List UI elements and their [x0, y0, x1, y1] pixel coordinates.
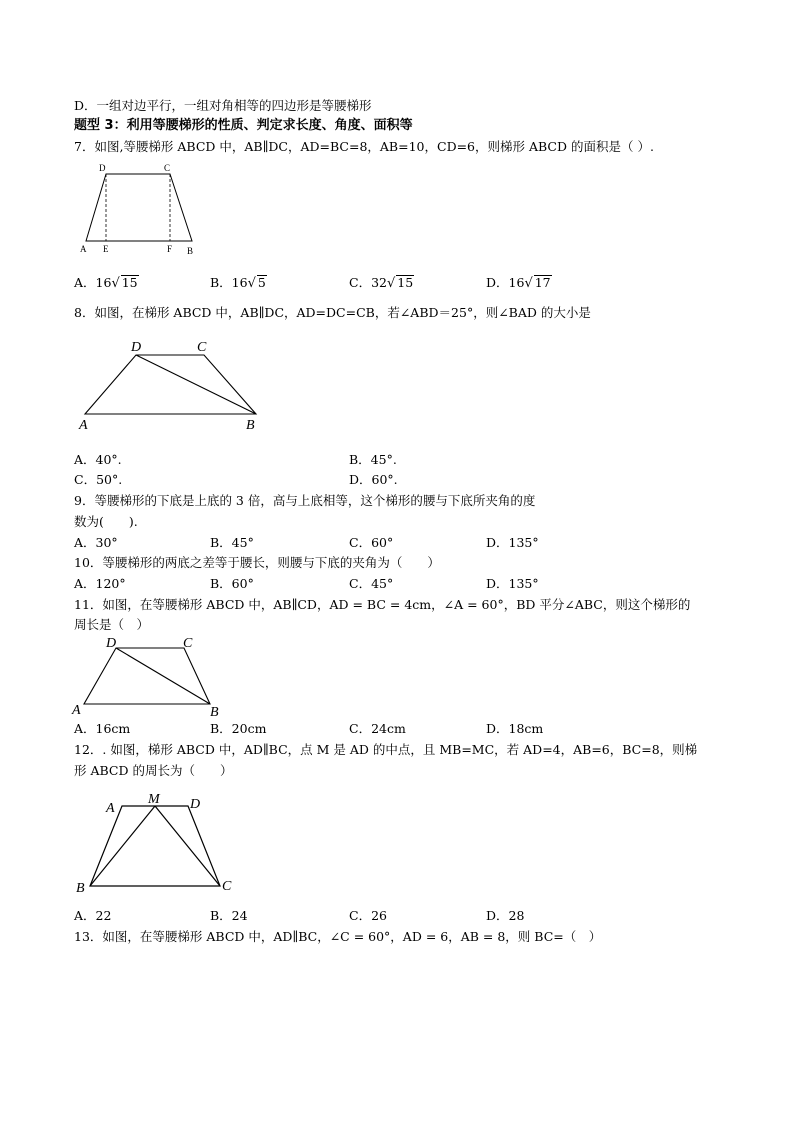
question-13: 13．如图，在等腰梯形 ABCD 中，AD∥BC，∠C = 60°，AD = 6，AB = 8，则 BC=（ ） — [74, 929, 602, 944]
label-b: B — [187, 246, 194, 256]
label-c: C — [183, 636, 193, 651]
question-12: 12．. 如图，梯形 ABCD 中，AD∥BC，点 M 是 AD 的中点，且 MB=MC，若 AD=4，AB=6，BC=8，则梯 — [74, 742, 698, 757]
question-11-cont: 周长是（ ） — [74, 617, 150, 632]
label-f: F — [167, 244, 173, 254]
label-b: B — [246, 418, 255, 433]
question-8: 8．如图，在梯形 ABCD 中，AB∥DC，AD=DC=CB，若∠ABD＝25°，则∠BAD 的大小是 — [74, 305, 591, 320]
label-b: B — [76, 881, 85, 896]
q7-option-d: D．16√ 17 — [486, 275, 551, 291]
q11-option-a: A．16cm — [74, 721, 131, 736]
label-b: B — [210, 705, 219, 720]
label-d: D — [99, 163, 106, 173]
question-7: 7．如图,等腰梯形 ABCD 中，AB∥DC，AD=BC=8，AB=10，CD=6，则梯形 ABCD 的面积是（ ）. — [74, 139, 654, 154]
label-e: E — [103, 244, 109, 254]
q10-option-c: C．45° — [349, 576, 394, 591]
label-d: D — [131, 340, 142, 355]
q9-option-b: B．45° — [210, 535, 254, 550]
figure-q11 — [70, 634, 230, 720]
question-9-cont: 数为( ). — [74, 514, 138, 529]
q11-option-d: D．18cm — [486, 721, 544, 736]
label-c: C — [197, 340, 207, 355]
option-d-statement: D．一组对边平行，一组对角相等的四边形是等腰梯形 — [74, 98, 372, 113]
q8-option-a: A．40°. — [74, 452, 122, 467]
q8-option-d: D．60°. — [349, 472, 398, 487]
label-a: A — [79, 418, 88, 433]
label-d: D — [106, 636, 117, 651]
q12-option-d: D．28 — [486, 908, 525, 923]
figure-q8 — [74, 336, 274, 436]
q8-option-b: B．45°. — [349, 452, 397, 467]
figure-q12 — [70, 788, 250, 900]
label-a: A — [106, 801, 115, 816]
question-10: 10．等腰梯形的两底之差等于腰长，则腰与下底的夹角为（ ） — [74, 555, 440, 570]
q12-option-c: C．26 — [349, 908, 387, 923]
q7-option-a: A．16√ 15 — [74, 275, 138, 291]
q10-option-b: B．60° — [210, 576, 254, 591]
q8-option-c: C．50°. — [74, 472, 123, 487]
label-a: A — [72, 703, 81, 718]
label-c: C — [222, 879, 232, 894]
label-m: M — [148, 792, 160, 807]
q12-option-a: A．22 — [74, 908, 112, 923]
q12-option-b: B．24 — [210, 908, 248, 923]
label-a: A — [80, 244, 87, 254]
q10-option-d: D．135° — [486, 576, 539, 591]
q9-option-c: C．60° — [349, 535, 394, 550]
question-11: 11．如图，在等腰梯形 ABCD 中，AB∥CD，AD = BC = 4cm，∠A = 60°，BD 平分∠ABC，则这个梯形的 — [74, 597, 691, 612]
question-12-cont: 形 ABCD 的周长为（ ） — [74, 763, 233, 778]
figure-q7 — [78, 160, 198, 258]
q11-option-b: B．20cm — [210, 721, 267, 736]
q7-option-c: C．32√ 15 — [349, 275, 414, 291]
section-heading: 题型 3：利用等腰梯形的性质、判定求长度、角度、面积等 — [74, 118, 413, 133]
label-d: D — [190, 797, 201, 812]
q11-option-c: C．24cm — [349, 721, 406, 736]
q7-option-b: B．16√ 5 — [210, 275, 266, 291]
question-9: 9．等腰梯形的下底是上底的 3 倍，高与上底相等，这个梯形的腰与下底所夹角的度 — [74, 493, 536, 508]
q10-option-a: A．120° — [74, 576, 126, 591]
q9-option-a: A．30° — [74, 535, 118, 550]
q9-option-d: D．135° — [486, 535, 539, 550]
label-c: C — [164, 163, 171, 173]
